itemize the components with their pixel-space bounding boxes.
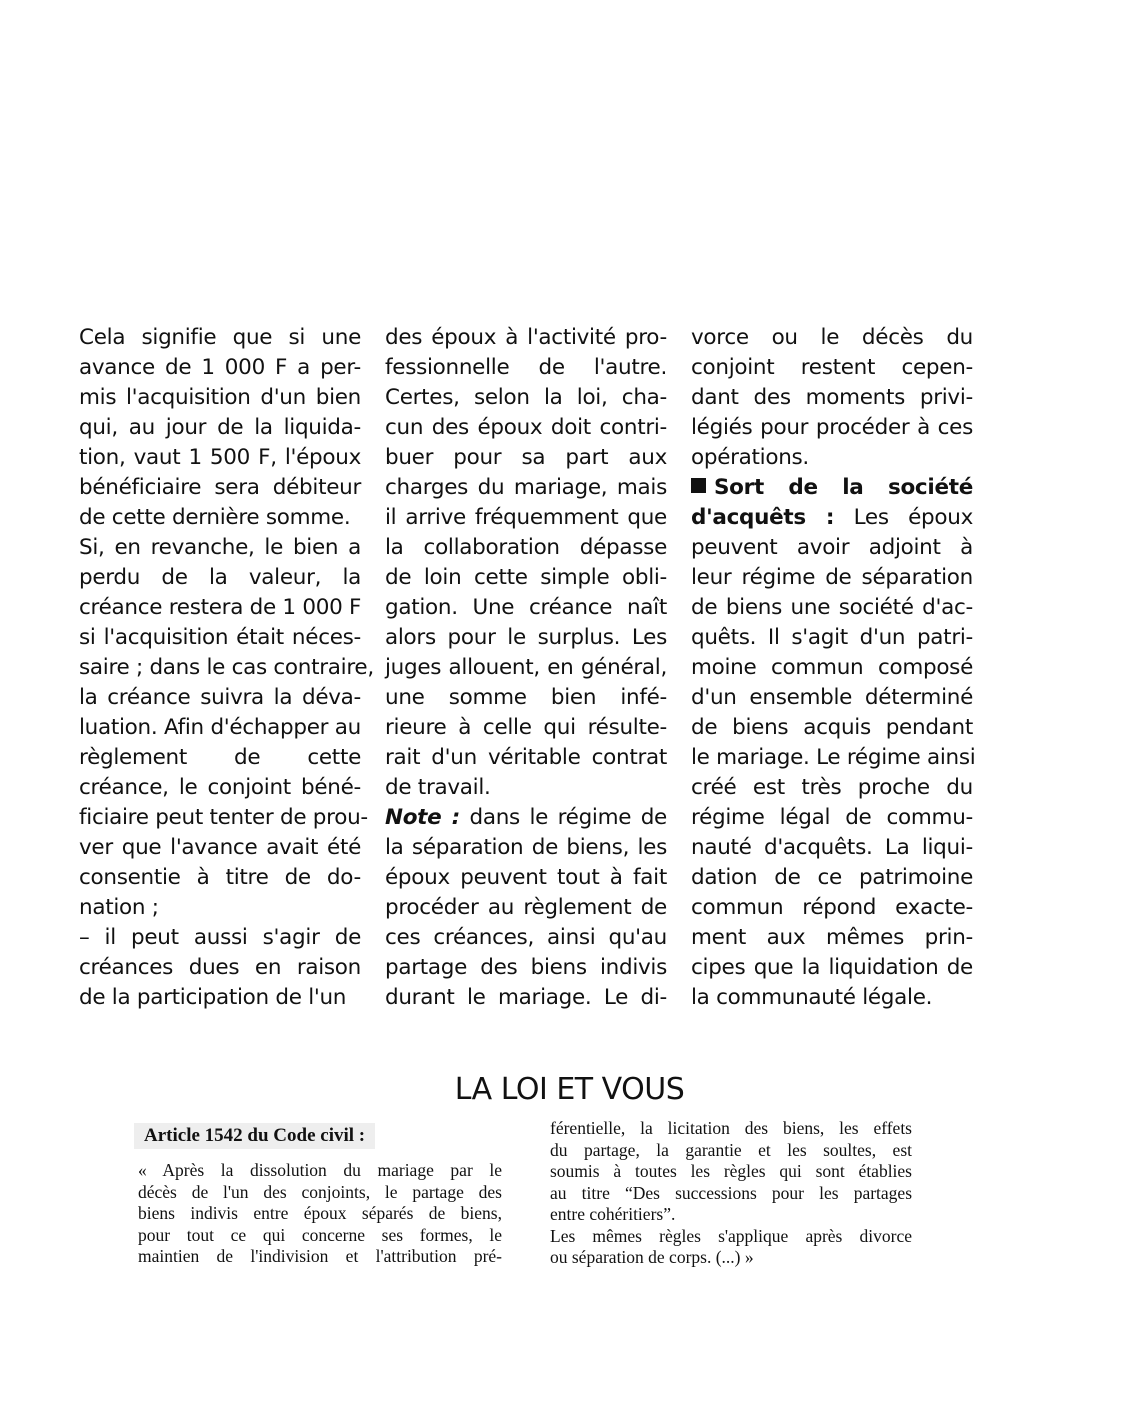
text-line: Les mêmes règles s'applique après divorce: [550, 1225, 912, 1246]
text-line: de biens acquis pendant: [691, 715, 973, 740]
text-line: leur régime de séparation: [691, 565, 973, 590]
text-line: nation ;: [79, 895, 159, 920]
text-line: avance de 1 000 F a per-: [79, 355, 361, 380]
column-3-paragraph: [691, 323, 973, 473]
text-line: luation. Afin d'échapper au: [79, 715, 361, 740]
section-paragraph: [691, 533, 976, 1013]
text-line: créance restera de 1 000 F: [79, 595, 362, 620]
text-line: charges du mariage, mais: [385, 475, 667, 500]
text-line: vorce ou le décès du: [691, 325, 973, 350]
text-line: du partage, la garantie et les soultes, est: [550, 1139, 912, 1160]
text-line: Certes, selon la loi, cha-: [385, 385, 667, 410]
text-line: pour tout ce qui concerne ses formes, le: [138, 1224, 502, 1245]
text-line: moine commun composé: [691, 655, 973, 680]
text-line: bénéficiaire sera débiteur: [79, 475, 361, 500]
text-line: Si, en revanche, le bien a: [79, 535, 361, 560]
text-line: ou séparation de corps. (...) »: [550, 1247, 754, 1267]
section-heading-line: [691, 473, 973, 503]
note-paragraph: [385, 833, 667, 1013]
text-line: créances dues en raison: [79, 955, 361, 980]
text-line: fessionnelle de l'autre.: [385, 355, 667, 380]
text-line: durant le mariage. Le di-: [385, 985, 667, 1010]
text-line: saire ; dans le cas contraire,: [79, 655, 374, 680]
text-line: d'un ensemble déterminé: [691, 685, 973, 710]
text-line: biens indivis entre époux séparés de biens,: [138, 1203, 502, 1223]
text-line: alors pour le surplus. Les: [385, 625, 667, 650]
text-line: gation. Une créance naît: [385, 595, 667, 620]
text-line: férentielle, la licitation des biens, les effets: [550, 1118, 912, 1138]
text-line: légiés pour procéder à ces: [691, 415, 973, 440]
text-line: cun des époux doit contri-: [385, 415, 667, 440]
section-heading-rest: Les époux: [853, 505, 973, 530]
text-line: époux peuvent tout à fait: [385, 865, 667, 890]
text-line: qui, au jour de la liquida-: [79, 415, 361, 440]
text-line: « Après la dissolution du mariage par le: [138, 1160, 502, 1180]
text-line: nauté d'acquêts. La liqui-: [691, 835, 973, 860]
quote-left-column: [138, 1160, 502, 1268]
article-heading: Article 1542 du Code civil :: [134, 1123, 375, 1149]
text-line: tion, vaut 1 500 F, l'époux: [79, 445, 361, 470]
text-line: buer pour sa part aux: [385, 445, 667, 470]
text-line: le mariage. Le régime ainsi: [691, 745, 976, 770]
text-line: partage des biens indivis: [385, 955, 667, 980]
text-line: cipes que la liquidation de: [691, 955, 973, 980]
text-line: – il peut aussi s'agir de: [79, 925, 361, 950]
text-line: dation de ce patrimoine: [691, 865, 973, 890]
text-line: règlement de cette: [79, 745, 361, 770]
text-line: commun répond exacte-: [691, 895, 973, 920]
text-line: créé est très proche du: [691, 775, 973, 800]
text-line: de travail.: [385, 775, 491, 800]
text-line: régime légal de commu-: [691, 805, 973, 830]
text-line: perdu de la valeur, la: [79, 565, 361, 590]
text-line: ficiaire peut tenter de prou-: [79, 805, 368, 830]
text-line: conjoint restent cepen-: [691, 355, 973, 380]
text-line: ver que l'avance avait été: [79, 835, 361, 860]
text-line: de loin cette simple obli-: [385, 565, 667, 590]
text-line: rait d'un véritable contrat: [385, 745, 667, 770]
text-line: soumis à toutes les règles qui sont établies: [550, 1161, 912, 1181]
note-line-text: dans le régime de: [469, 805, 667, 830]
bullet-square-icon: [691, 478, 706, 493]
text-line: la créance suivra la déva-: [79, 685, 361, 710]
quote-right-column: [550, 1118, 912, 1269]
box-title: LA LOI ET VOUS: [454, 1072, 685, 1107]
text-line: mis l'acquisition d'un bien: [79, 385, 361, 410]
text-line: peuvent avoir adjoint à: [691, 535, 973, 560]
text-line: de la participation de l'un: [79, 985, 347, 1010]
text-line: quêts. Il s'agit d'un patri-: [691, 625, 973, 650]
text-column-2: [385, 323, 667, 1013]
text-line: juges allouent, en général,: [385, 655, 667, 680]
section-heading-part1: Sort de la société: [714, 475, 973, 500]
text-line: la séparation de biens, les: [385, 835, 667, 860]
column-2-paragraph: [385, 323, 667, 803]
text-line: procéder au règlement de: [385, 895, 667, 920]
note-label: Note :: [385, 805, 460, 830]
text-line: au titre “Des successions pour les partages: [550, 1182, 912, 1203]
text-line: si l'acquisition était néces-: [79, 625, 361, 650]
section-heading-part2: d'acquêts :: [691, 505, 835, 530]
section-heading-line-2: [691, 503, 973, 533]
text-line: décès de l'un des conjoints, le partage des: [138, 1181, 502, 1202]
text-line: ces créances, ainsi qu'au: [385, 925, 667, 950]
text-line: des époux à l'activité pro-: [385, 325, 667, 350]
text-line: la communauté légale.: [691, 985, 933, 1010]
text-line: consentie à titre de do-: [79, 865, 361, 890]
text-line: dant des moments privi-: [691, 385, 973, 410]
text-line: une somme bien infé-: [385, 685, 667, 710]
text-line: Cela signifie que si une: [79, 325, 361, 350]
text-line: entre cohéritiers”.: [550, 1204, 676, 1224]
text-line: de biens une société d'ac-: [691, 595, 973, 620]
text-line: de cette dernière somme.: [79, 505, 351, 530]
text-column-1: [79, 323, 374, 1013]
text-line: maintien de l'indivision et l'attribution pré-: [138, 1246, 502, 1266]
text-column-3: [691, 323, 976, 1013]
note-line: [385, 803, 667, 833]
text-line: rieure à celle qui résulte-: [385, 715, 667, 740]
text-line: créance, le conjoint béné-: [79, 775, 361, 800]
text-line: il arrive fréquemment que: [385, 505, 667, 530]
text-line: la collaboration dépasse: [385, 535, 667, 560]
text-line: opérations.: [691, 445, 809, 470]
text-line: ment aux mêmes prin-: [691, 925, 973, 950]
